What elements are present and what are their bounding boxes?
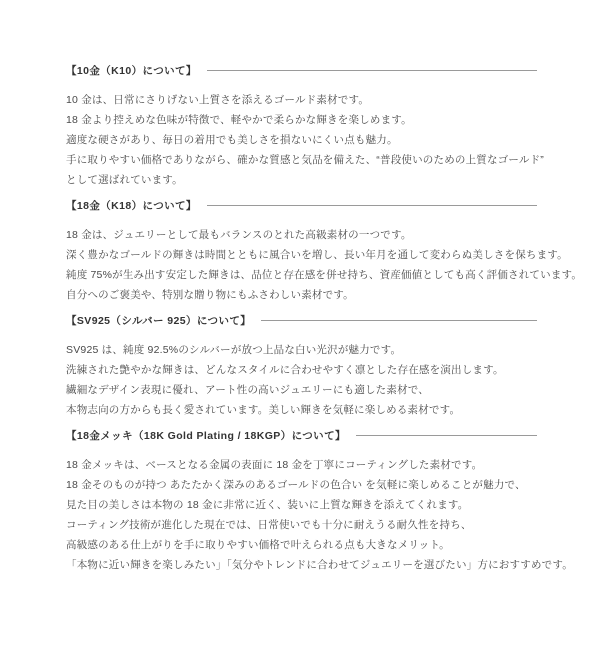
body-line: 純度 75%が生み出す安定した輝きは、品位と存在感を併せ持ち、資産価値としても高く評価されています。 [66,269,583,281]
body-line: コーティング技術が進化した現在では、日常使いでも十分に耐えうる耐久性を持ち、 [66,519,472,531]
body-line: SV925 は、純度 92.5%のシルバーが放つ上品な白い光沢が魅力です。 [66,344,402,356]
section-k10 [66,63,544,190]
section-k10-rule [207,70,537,71]
section-k18-heading-row [66,198,537,213]
section-k18-rule [207,205,537,206]
body-line: 18 金は、ジュエリーとして最もバランスのとれた高級素材の一つです。 [66,229,412,241]
body-line: 適度な硬さがあり、毎日の着用でも美しさを損ないにくい点も魅力。 [66,134,398,146]
section-sv925-title: 【SV925（シルバー 925）について】 [66,315,252,327]
body-line: 深く豊かなゴールドの輝きは時間とともに風合いを増し、長い年月を通して変わらぬ美しさを保ちます。 [66,249,568,261]
body-line: 18 金より控えめな色味が特徴で、軽やかで柔らかな輝きを楽しめます。 [66,114,412,126]
section-k10-title: 【10金（K10）について】 [66,65,197,77]
section-k18-title: 【18金（K18）について】 [66,200,197,212]
section-sv925-heading-row [66,313,537,328]
section-sv925-rule [261,320,537,321]
body-line: として選ばれています。 [66,174,183,186]
section-18kgp-rule [356,435,537,436]
section-k10-heading-row [66,63,537,78]
body-line: 高級感のある仕上がりを手に取りやすい価格で叶えられる点も大きなメリット。 [66,539,450,551]
body-line: 本物志向の方からも長く愛されています。美しい輝きを気軽に楽しめる素材です。 [66,404,461,416]
body-line: 10 金は、日常にさりげない上質さを添えるゴールド素材です。 [66,94,370,106]
body-line: 18 金メッキは、ベースとなる金属の表面に 18 金を丁寧にコーティングした素材です。 [66,459,483,471]
body-line: 洗練された艶やかな輝きは、どんなスタイルに合わせやすく凛とした存在感を演出します。 [66,364,504,376]
body-line: 「本物に近い輝きを楽しみたい」「気分やトレンドに合わせてジュエリーを選びたい」方におすすめです。 [66,559,573,571]
section-18kgp-heading-row [66,428,537,443]
body-line: 手に取りやすい価格でありながら、確かな質感と気品を備えた、“普段使いのための上質なゴールド” [66,154,544,166]
body-line: 18 金そのものが持つ あたたかく深みのあるゴールドの色合い を気軽に楽しめることが魅力で、 [66,479,526,491]
body-line: 繊細なデザイン表現に優れ、アート性の高いジュエリーにも適した素材で、 [66,384,429,396]
section-sv925 [66,313,537,420]
section-18kgp [66,428,573,575]
body-line: 自分へのご褒美や、特別な贈り物にもふさわしい素材です。 [66,289,354,301]
section-k18 [66,198,583,305]
section-18kgp-title: 【18金メッキ（18K Gold Plating / 18KGP）について】 [66,430,346,442]
body-line: 見た目の美しさは本物の 18 金に非常に近く、装いに上質な輝きを添えてくれます。 [66,499,469,511]
